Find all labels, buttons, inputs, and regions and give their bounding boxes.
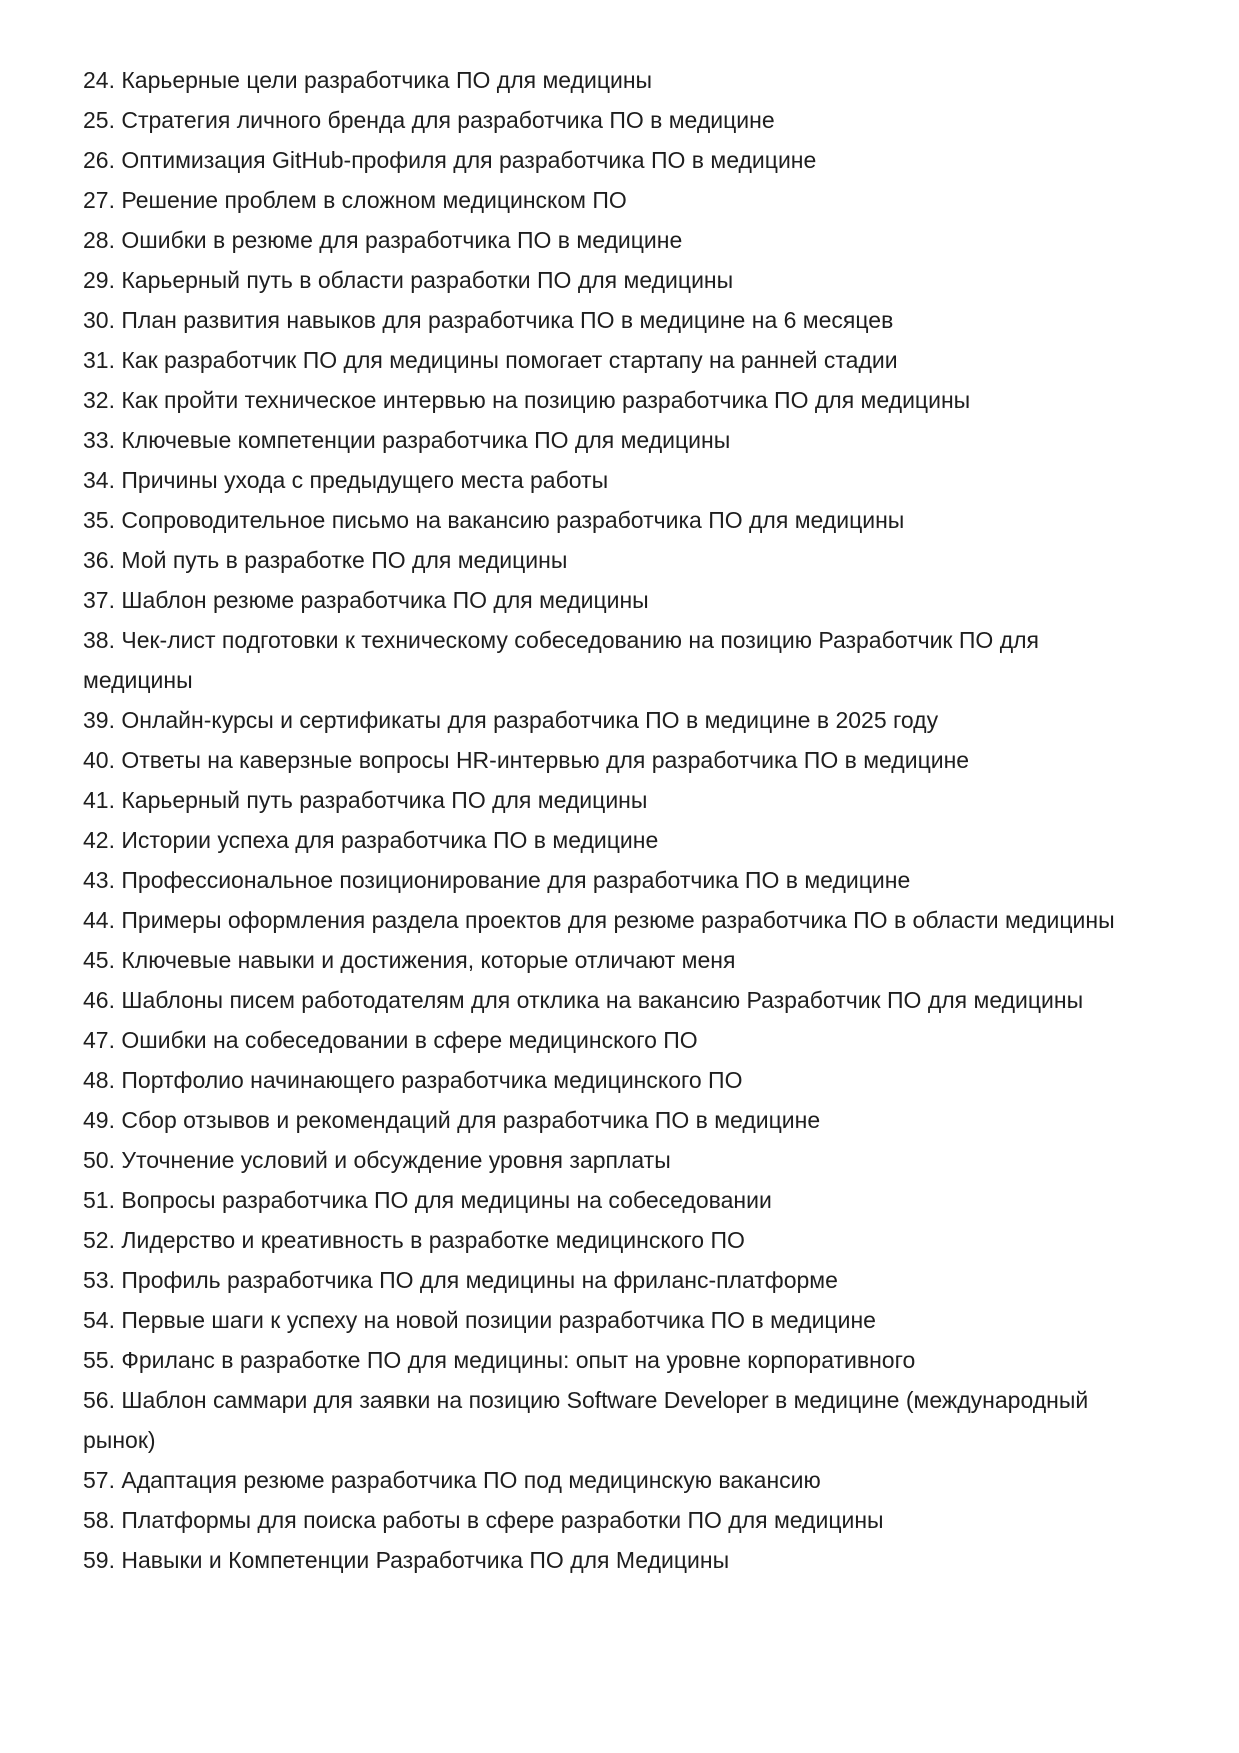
item-number: 34. bbox=[83, 467, 115, 493]
item-number: 25. bbox=[83, 107, 115, 133]
item-number: 31. bbox=[83, 347, 115, 373]
item-text: Шаблон резюме разработчика ПО для медицины bbox=[121, 587, 649, 613]
item-number: 40. bbox=[83, 747, 115, 773]
item-number: 42. bbox=[83, 827, 115, 853]
list-item bbox=[83, 260, 1163, 300]
item-text: Причины ухода с предыдущего места работы bbox=[121, 467, 609, 493]
item-text: Карьерные цели разработчика ПО для медицины bbox=[121, 67, 653, 93]
list-item bbox=[83, 540, 1163, 580]
item-text: Карьерный путь в области разработки ПО для медицины bbox=[121, 267, 734, 293]
item-text: Навыки и Компетенции Разработчика ПО для Медицины bbox=[121, 1547, 730, 1573]
list-item bbox=[83, 1180, 1163, 1220]
item-text: Ответы на каверзные вопросы HR-интервью для разработчика ПО в медицине bbox=[121, 747, 970, 773]
item-number: 53. bbox=[83, 1267, 115, 1293]
item-number: 41. bbox=[83, 787, 115, 813]
list-item bbox=[83, 1060, 1163, 1100]
item-text: Уточнение условий и обсуждение уровня зарплаты bbox=[121, 1147, 671, 1173]
list-item bbox=[83, 580, 1163, 620]
list-item bbox=[83, 1020, 1163, 1060]
item-number: 24. bbox=[83, 67, 115, 93]
item-number: 54. bbox=[83, 1307, 115, 1333]
list-item bbox=[83, 940, 1163, 980]
list-item bbox=[83, 380, 1163, 420]
item-text: Шаблон саммари для заявки на позицию Software Developer в медицине (международный рынок) bbox=[83, 1387, 1089, 1453]
list-item bbox=[83, 300, 1163, 340]
item-number: 32. bbox=[83, 387, 115, 413]
item-number: 55. bbox=[83, 1347, 115, 1373]
list-item bbox=[83, 900, 1133, 940]
item-number: 43. bbox=[83, 867, 115, 893]
item-number: 57. bbox=[83, 1467, 115, 1493]
item-text: Вопросы разработчика ПО для медицины на собеседовании bbox=[121, 1187, 772, 1213]
topic-list bbox=[83, 60, 1163, 1580]
item-number: 35. bbox=[83, 507, 115, 533]
list-item bbox=[83, 1220, 1163, 1260]
item-number: 56. bbox=[83, 1387, 115, 1413]
item-number: 47. bbox=[83, 1027, 115, 1053]
item-text: Примеры оформления раздела проектов для резюме разработчика ПО в области медицины bbox=[121, 907, 1115, 933]
list-item bbox=[83, 140, 1163, 180]
list-item bbox=[83, 1340, 1163, 1380]
item-number: 29. bbox=[83, 267, 115, 293]
list-item bbox=[83, 1140, 1163, 1180]
item-number: 48. bbox=[83, 1067, 115, 1093]
item-number: 52. bbox=[83, 1227, 115, 1253]
list-item bbox=[83, 700, 1163, 740]
list-item bbox=[83, 860, 1163, 900]
item-text: Ошибки на собеседовании в сфере медицинского ПО bbox=[121, 1027, 698, 1053]
list-item bbox=[83, 180, 1163, 220]
item-text: Как разработчик ПО для медицины помогает стартапу на ранней стадии bbox=[121, 347, 898, 373]
list-item bbox=[83, 1500, 1163, 1540]
item-number: 58. bbox=[83, 1507, 115, 1533]
item-number: 50. bbox=[83, 1147, 115, 1173]
item-number: 39. bbox=[83, 707, 115, 733]
item-number: 51. bbox=[83, 1187, 115, 1213]
item-text: Ошибки в резюме для разработчика ПО в медицине bbox=[121, 227, 683, 253]
list-item bbox=[83, 460, 1163, 500]
item-number: 38. bbox=[83, 627, 115, 653]
item-number: 28. bbox=[83, 227, 115, 253]
item-text: Оптимизация GitHub-профиля для разработчика ПО в медицине bbox=[121, 147, 817, 173]
item-number: 59. bbox=[83, 1547, 115, 1573]
item-text: Ключевые навыки и достижения, которые отличают меня bbox=[121, 947, 736, 973]
list-item bbox=[83, 220, 1163, 260]
list-item bbox=[83, 340, 1163, 380]
item-number: 37. bbox=[83, 587, 115, 613]
item-number: 44. bbox=[83, 907, 115, 933]
item-text: Истории успеха для разработчика ПО в медицине bbox=[121, 827, 659, 853]
item-number: 33. bbox=[83, 427, 115, 453]
item-text: Сопроводительное письмо на вакансию разработчика ПО для медицины bbox=[121, 507, 905, 533]
item-text: Стратегия личного бренда для разработчика ПО в медицине bbox=[121, 107, 775, 133]
list-item bbox=[83, 100, 1163, 140]
item-text: Первые шаги к успеху на новой позиции разработчика ПО в медицине bbox=[121, 1307, 876, 1333]
item-text: Решение проблем в сложном медицинском ПО bbox=[121, 187, 627, 213]
list-item bbox=[83, 1380, 1133, 1460]
item-number: 30. bbox=[83, 307, 115, 333]
list-item bbox=[83, 980, 1133, 1020]
list-item bbox=[83, 740, 1163, 780]
item-number: 27. bbox=[83, 187, 115, 213]
item-number: 49. bbox=[83, 1107, 115, 1133]
item-text: Как пройти техническое интервью на позицию разработчика ПО для медицины bbox=[121, 387, 971, 413]
item-text: Лидерство и креативность в разработке медицинского ПО bbox=[121, 1227, 745, 1253]
list-item bbox=[83, 780, 1163, 820]
item-number: 36. bbox=[83, 547, 115, 573]
list-item bbox=[83, 60, 1163, 100]
list-item bbox=[83, 620, 1133, 700]
item-text: Платформы для поиска работы в сфере разработки ПО для медицины bbox=[121, 1507, 884, 1533]
list-item bbox=[83, 1540, 1163, 1580]
item-text: Шаблоны писем работодателям для отклика на вакансию Разработчик ПО для медицины bbox=[121, 987, 1084, 1013]
list-item bbox=[83, 1300, 1163, 1340]
list-item bbox=[83, 820, 1163, 860]
item-text: Карьерный путь разработчика ПО для медицины bbox=[121, 787, 648, 813]
list-item bbox=[83, 1260, 1163, 1300]
item-text: Адаптация резюме разработчика ПО под медицинскую вакансию bbox=[121, 1467, 821, 1493]
item-text: Сбор отзывов и рекомендаций для разработчика ПО в медицине bbox=[121, 1107, 821, 1133]
item-text: Профессиональное позиционирование для разработчика ПО в медицине bbox=[121, 867, 911, 893]
list-item bbox=[83, 1100, 1163, 1140]
item-text: Ключевые компетенции разработчика ПО для медицины bbox=[121, 427, 731, 453]
item-text: План развития навыков для разработчика ПО в медицине на 6 месяцев bbox=[121, 307, 894, 333]
item-number: 45. bbox=[83, 947, 115, 973]
item-text: Мой путь в разработке ПО для медицины bbox=[121, 547, 568, 573]
item-text: Онлайн-курсы и сертификаты для разработчика ПО в медицине в 2025 году bbox=[121, 707, 939, 733]
list-item bbox=[83, 500, 1163, 540]
list-item bbox=[83, 1460, 1163, 1500]
item-number: 26. bbox=[83, 147, 115, 173]
item-text: Портфолио начинающего разработчика медицинского ПО bbox=[121, 1067, 743, 1093]
item-number: 46. bbox=[83, 987, 115, 1013]
item-text: Профиль разработчика ПО для медицины на фриланс-платформе bbox=[121, 1267, 838, 1293]
list-item bbox=[83, 420, 1163, 460]
item-text: Чек-лист подготовки к техническому собеседованию на позицию Разработчик ПО для медицины bbox=[83, 627, 1039, 693]
item-text: Фриланс в разработке ПО для медицины: опыт на уровне корпоративного bbox=[121, 1347, 916, 1373]
